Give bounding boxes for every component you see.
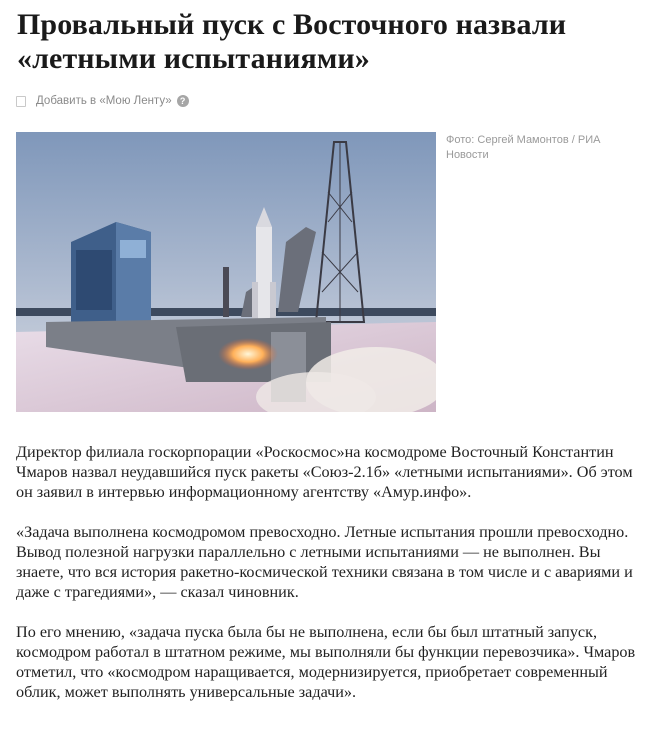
help-icon[interactable]: ? [177, 95, 189, 107]
article-title: Провальный пуск с Восточного назвали «летными испытаниями» [17, 8, 567, 75]
article-photo [16, 132, 436, 412]
add-to-feed-label[interactable]: Добавить в «Мою Ленту» [36, 95, 172, 107]
article-paragraph: Директор филиала госкорпорации «Роскосмос»на космодроме Восточный Константин Чмаров назвал неудавшийся пуск ракеты «Союз-2.1б» «летными испытаниями». Об этом он заявил в интервью информационному агентству «Амур.инфо». [16, 443, 633, 501]
article-body [16, 442, 642, 722]
photo-caption: Фото: Сергей Мамонтов / РИА Новости [446, 134, 601, 161]
add-to-feed[interactable] [16, 95, 189, 107]
bookmark-checkbox-icon[interactable] [16, 96, 26, 107]
article-paragraph: «Задача выполнена космодромом превосходно. Летные испытания прошли превосходно. Вывод полезной нагрузки параллельно с летными испытаниями — не выполнен. Вы знаете, что вся история ракетно-космической техники связана в том числе и с авариями и даже с трагедиями», — сказал чиновник. [16, 523, 633, 601]
article-paragraph: По его мнению, «задача пуска была бы не выполнена, если бы был штатный запуск, космодром работал в штатном режиме, мы выполняли бы функции перевозчика». Чмаров отметил, что «космодром наращивается, модернизируется, приобретает современный облик, может выполнять универсальные задачи». [16, 623, 636, 701]
rocket-launch-illustration [16, 132, 436, 412]
